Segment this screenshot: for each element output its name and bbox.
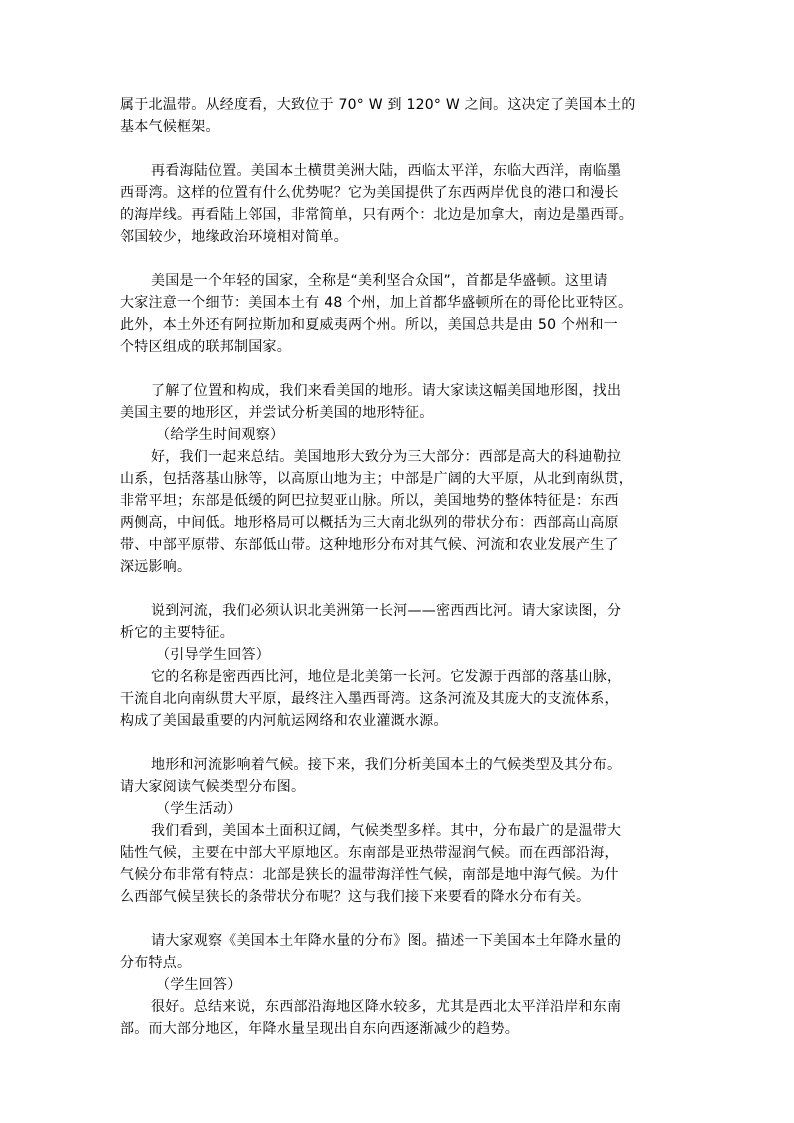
text-line: 山系，包括落基山脉等，以高原山地为主；中部是广阔的大平原，从北到南纵贯，	[120, 471, 633, 487]
text-line: 气候分布非常有特点：北部是狭长的温带海洋性气候，南部是地中海气候。为什	[120, 867, 619, 883]
paragraph	[120, 380, 676, 424]
stage-direction: （引导学生回答）	[156, 647, 270, 663]
text-line: 我们看到，美国本土面积辽阔，气候类型多样。其中，分布最广的是温带大	[151, 823, 622, 839]
text-line: 带、中部平原带、东部低山带。这种地形分布对其气候、河流和农业发展产生了	[120, 537, 619, 553]
text-line: 很好。总结来说，东西部沿海地区降水较多，尤其是西北太平洋沿岸和东南	[151, 999, 622, 1015]
text-line: 分布特点。	[120, 955, 192, 971]
text-line: 个特区组成的联邦制国家。	[120, 339, 291, 355]
stage-direction: （给学生时间观察）	[156, 427, 285, 443]
text-line: 构成了美国最重要的内河航运网络和农业灌溉水源。	[120, 713, 448, 729]
text-line: 的海岸线。再看陆上邻国，非常简单，只有两个：北边是加拿大，南边是墨西哥。	[120, 207, 633, 223]
paragraph	[120, 94, 676, 138]
stage-direction: （学生活动）	[156, 801, 242, 817]
document-page	[120, 94, 676, 1040]
paragraph-gap	[120, 138, 676, 160]
text-line: 请大家观察《美国本土年降水量的分布》图。描述一下美国本土年降水量的	[151, 933, 622, 949]
text-line: 它的名称是密西西比河，地位是北美第一长河。它发源于西部的落基山脉，	[151, 669, 622, 685]
text-line: 再看海陆位置。美国本土横贯美洲大陆，西临太平洋，东临大西洋，南临墨	[151, 163, 622, 179]
document-body	[120, 94, 676, 1040]
text-line: 么西部气候呈狭长的条带状分布呢？这与我们接下来要看的降水分布有关。	[120, 889, 591, 905]
paragraph-gap	[120, 732, 676, 754]
paragraph	[120, 446, 676, 578]
text-line: 了解了位置和构成，我们来看美国的地形。请大家读这幅美国地形图，找出	[151, 383, 622, 399]
paragraph	[120, 930, 676, 974]
paragraph-gap	[120, 248, 676, 270]
text-line: 基本气候框架。	[120, 119, 220, 135]
text-line: 地形和河流影响着气候。接下来，我们分析美国本土的气候类型及其分布。	[151, 757, 622, 773]
text-line: 析它的主要特征。	[120, 625, 234, 641]
text-line: 请大家阅读气候类型分布图。	[120, 779, 306, 795]
paragraph	[120, 820, 676, 908]
text-line: 西哥湾。这样的位置有什么优势呢？它为美国提供了东西两岸优良的港口和漫长	[120, 185, 619, 201]
text-line: 大家注意一个细节：美国本土有 48 个州，加上首都华盛顿所在的哥伦比亚特区。	[120, 295, 633, 311]
text-line: 部。而大部分地区，年降水量呈现出自东向西逐渐减少的趋势。	[120, 1021, 519, 1037]
text-line: 说到河流，我们必须认识北美洲第一长河——密西西比河。请大家读图，分	[151, 603, 622, 619]
paragraph-gap	[120, 578, 676, 600]
paragraph	[120, 270, 676, 358]
text-line: 美国是一个年轻的国家，全称是“美利坚合众国”，首都是华盛顿。这里请	[151, 273, 608, 289]
text-line: 邻国较少，地缘政治环境相对简单。	[120, 229, 348, 245]
paragraph-gap	[120, 908, 676, 930]
text-line: 美国主要的地形区，并尝试分析美国的地形特征。	[120, 405, 434, 421]
paragraph	[120, 754, 676, 798]
text-line: 两侧高，中间低。地形格局可以概括为三大南北纵列的带状分布：西部高山高原	[120, 515, 619, 531]
paragraph-gap	[120, 358, 676, 380]
text-line: 好，我们一起来总结。美国地形大致分为三大部分：西部是高大的科迪勒拉	[151, 449, 622, 465]
text-line: 干流自北向南纵贯大平原，最终注入墨西哥湾。这条河流及其庞大的支流体系，	[120, 691, 619, 707]
paragraph	[120, 996, 676, 1040]
paragraph	[120, 666, 676, 732]
stage-direction: （学生回答）	[156, 977, 242, 993]
text-line: 深远影响。	[120, 559, 192, 575]
text-line: 此外，本土外还有阿拉斯加和夏威夷两个州。所以，美国总共是由 50 个州和一	[120, 317, 618, 333]
paragraph	[120, 600, 676, 644]
text-line: 非常平坦；东部是低缓的阿巴拉契亚山脉。所以，美国地势的整体特征是：东西	[120, 493, 619, 509]
text-line: 属于北温带。从经度看，大致位于 70° W 到 120° W 之间。这决定了美国本土的	[120, 97, 636, 113]
text-line: 陆性气候，主要在中部大平原地区。东南部是亚热带湿润气候。而在西部沿海，	[120, 845, 619, 861]
paragraph	[120, 160, 676, 248]
